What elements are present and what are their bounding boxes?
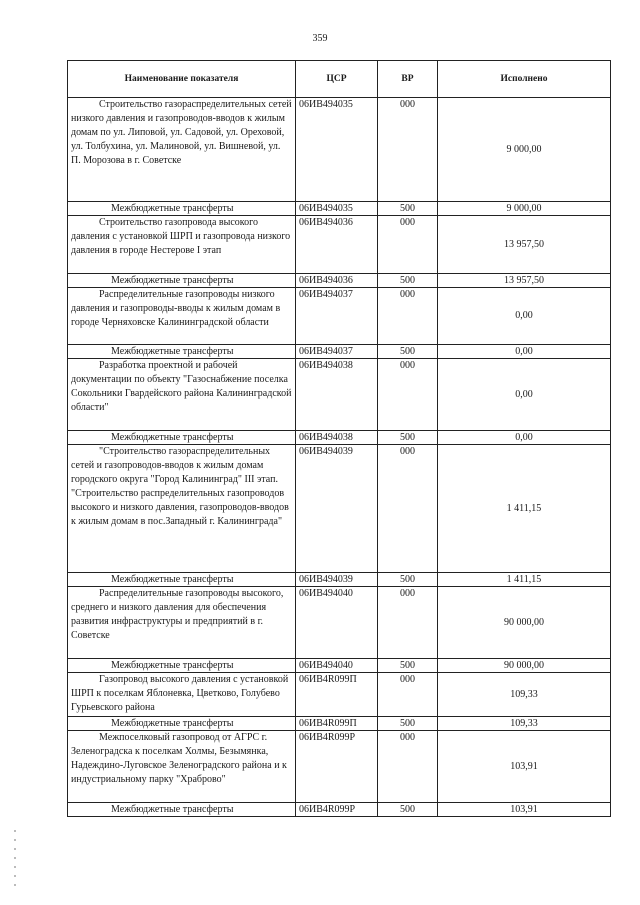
executed-amount: 90 000,00: [438, 587, 611, 659]
csr-code: 06ИВ4R099П: [296, 673, 378, 717]
table-row: [68, 288, 611, 345]
table-row: [68, 359, 611, 431]
indicator-name: Межпоселковый газопровод от АГРС г. Зеленоградска к поселкам Холмы, Безымянка, Надеждино-Луговское Зеленоградского района и к индустриальному парку "Храброво": [68, 731, 296, 803]
vr-code: 000: [378, 673, 438, 717]
table-row: [68, 731, 611, 803]
indicator-name: Строительство газопровода высокого давления с установкой ШРП и газопровода низкого давления в городе Нестерове I этап: [68, 216, 296, 274]
table-body: [68, 98, 611, 817]
vr-code: 000: [378, 216, 438, 274]
table-header-row: [68, 61, 611, 98]
table-row: [68, 431, 611, 445]
vr-code: 000: [378, 98, 438, 202]
executed-amount: 109,33: [438, 717, 611, 731]
vr-code: 500: [378, 573, 438, 587]
vr-code: 500: [378, 659, 438, 673]
indicator-name: Межбюджетные трансферты: [68, 345, 296, 359]
indicator-name: Межбюджетные трансферты: [68, 573, 296, 587]
table-row: [68, 216, 611, 274]
csr-code: 06ИВ494038: [296, 431, 378, 445]
executed-amount: 103,91: [438, 803, 611, 817]
csr-code: 06ИВ494040: [296, 587, 378, 659]
csr-code: 06ИВ494040: [296, 659, 378, 673]
vr-code: 500: [378, 202, 438, 216]
csr-code: 06ИВ494036: [296, 216, 378, 274]
vr-code: 000: [378, 731, 438, 803]
vr-code: 500: [378, 803, 438, 817]
csr-code: 06ИВ494039: [296, 573, 378, 587]
indicator-name: Межбюджетные трансферты: [68, 431, 296, 445]
vr-code: 500: [378, 274, 438, 288]
indicator-name: Газопровод высокого давления с установкой ШРП к поселкам Яблоневка, Цветково, Голубево Гурьевского района: [68, 673, 296, 717]
indicator-name: Распределительные газопроводы высокого, среднего и низкого давления для обеспечения развития инфраструктуры и предприятий в г. Советске: [68, 587, 296, 659]
indicator-name: "Строительство газораспределительных сетей и газопроводов-вводов к жилым домам городского округа "Город Калининград" III этап. "Строительство распределительных газопроводов высокого и низкого давления, газопроводов-вводов к жилым домам в пос.Западный г. Калининграда": [68, 445, 296, 573]
table-row: [68, 274, 611, 288]
indicator-name: Строительство газораспределительных сетей низкого давления и газопроводов-вводов к жилым домам по ул. Липовой, ул. Садовой, ул. Ореховой, ул. Толбухина, ул. Малиновой, ул. Вишневой, ул. П. Морозова в г. Советске: [68, 98, 296, 202]
executed-amount: 13 957,50: [438, 274, 611, 288]
executed-amount: 9 000,00: [438, 202, 611, 216]
executed-amount: 103,91: [438, 731, 611, 803]
executed-amount: 9 000,00: [438, 98, 611, 202]
table-row: [68, 573, 611, 587]
column-header-csr: ЦСР: [296, 61, 378, 98]
csr-code: 06ИВ494036: [296, 274, 378, 288]
executed-amount: 109,33: [438, 673, 611, 717]
executed-amount: 90 000,00: [438, 659, 611, 673]
table-row: [68, 345, 611, 359]
indicator-name: Межбюджетные трансферты: [68, 202, 296, 216]
executed-amount: 0,00: [438, 288, 611, 345]
table-row: [68, 587, 611, 659]
csr-code: 06ИВ4R099П: [296, 717, 378, 731]
table-row: [68, 98, 611, 202]
vr-code: 500: [378, 717, 438, 731]
executed-amount: 1 411,15: [438, 573, 611, 587]
csr-code: 06ИВ494038: [296, 359, 378, 431]
column-header-vr: ВР: [378, 61, 438, 98]
page-number: 359: [312, 33, 328, 44]
executed-amount: 0,00: [438, 345, 611, 359]
budget-execution-table: [67, 60, 611, 817]
executed-amount: 1 411,15: [438, 445, 611, 573]
table-row: [68, 445, 611, 573]
csr-code: 06ИВ4R099Р: [296, 803, 378, 817]
executed-amount: 0,00: [438, 359, 611, 431]
table-row: [68, 803, 611, 817]
csr-code: 06ИВ494035: [296, 202, 378, 216]
vr-code: 000: [378, 359, 438, 431]
indicator-name: Межбюджетные трансферты: [68, 274, 296, 288]
table-row: [68, 202, 611, 216]
indicator-name: Распределительные газопроводы низкого давления и газопроводы-вводы к жилым домам в городе Черняховске Калининградской области: [68, 288, 296, 345]
table-row: [68, 717, 611, 731]
table-row: [68, 673, 611, 717]
csr-code: 06ИВ494039: [296, 445, 378, 573]
vr-code: 500: [378, 431, 438, 445]
csr-code: 06ИВ494037: [296, 345, 378, 359]
indicator-name: Разработка проектной и рабочей документации по объекту "Газоснабжение поселка Сокольники Гвардейского района Калининградской области": [68, 359, 296, 431]
vr-code: 000: [378, 288, 438, 345]
executed-amount: 0,00: [438, 431, 611, 445]
scan-margin-marks: [14, 830, 16, 890]
vr-code: 000: [378, 587, 438, 659]
vr-code: 500: [378, 345, 438, 359]
table-row: [68, 659, 611, 673]
csr-code: 06ИВ494035: [296, 98, 378, 202]
indicator-name: Межбюджетные трансферты: [68, 803, 296, 817]
csr-code: 06ИВ4R099Р: [296, 731, 378, 803]
indicator-name: Межбюджетные трансферты: [68, 659, 296, 673]
indicator-name: Межбюджетные трансферты: [68, 717, 296, 731]
vr-code: 000: [378, 445, 438, 573]
csr-code: 06ИВ494037: [296, 288, 378, 345]
column-header-amount: Исполнено: [438, 61, 611, 98]
executed-amount: 13 957,50: [438, 216, 611, 274]
column-header-name: Наименование показателя: [68, 61, 296, 98]
